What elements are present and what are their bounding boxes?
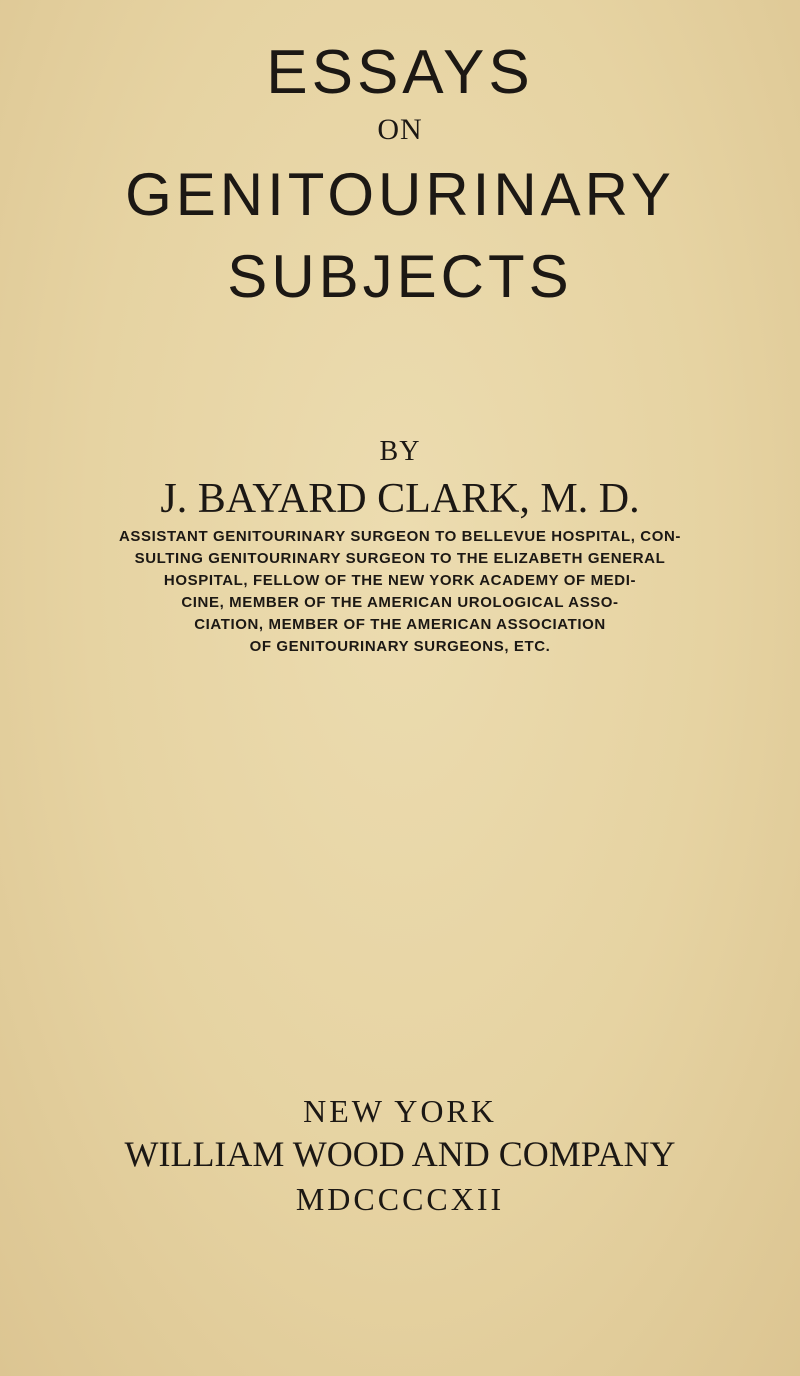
imprint-publisher: WILLIAM WOOD AND COMPANY <box>124 1134 676 1174</box>
credentials-line: ASSISTANT GENITOURINARY SURGEON TO BELLEVUE HOSPITAL, CON- <box>118 528 682 545</box>
imprint-year: MDCCCCXII <box>295 1181 505 1217</box>
title-line-genitourinary: GENITOURINARY <box>125 161 675 228</box>
credentials-line: CINE, MEMBER OF THE AMERICAN UROLOGICAL ASSO- <box>181 594 619 611</box>
title-line-essays: ESSAYS <box>266 38 534 107</box>
credentials-line: OF GENITOURINARY SURGEONS, ETC. <box>249 638 551 655</box>
byline-label: BY <box>379 436 421 467</box>
title-line-subjects: SUBJECTS <box>227 243 573 310</box>
author-name: J. BAYARD CLARK, M. D. <box>160 476 640 522</box>
credentials-line: HOSPITAL, FELLOW OF THE NEW YORK ACADEMY OF MEDI- <box>163 572 637 589</box>
author-credentials <box>0 526 800 658</box>
credentials-line: SULTING GENITOURINARY SURGEON TO THE ELIZABETH GENERAL <box>134 550 666 567</box>
title-line-on: ON <box>377 113 423 146</box>
imprint-city: NEW YORK <box>303 1093 497 1129</box>
credentials-line: CIATION, MEMBER OF THE AMERICAN ASSOCIATION <box>194 616 606 633</box>
